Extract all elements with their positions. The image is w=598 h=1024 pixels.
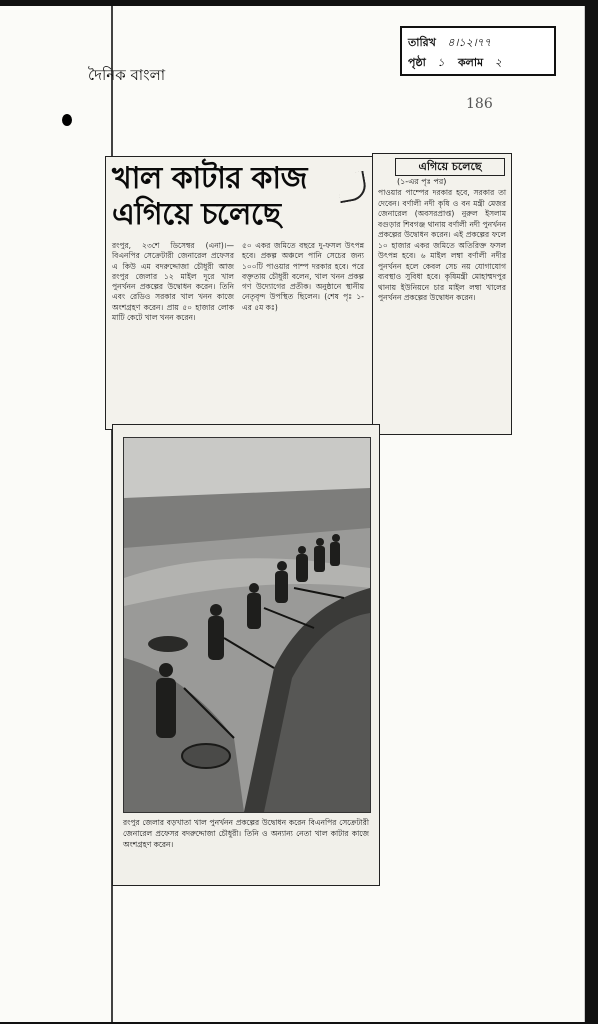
stamp-page-row [408, 54, 502, 73]
continuation-clipping [372, 153, 512, 435]
photo-clipping [112, 424, 380, 886]
stamp-page-label: পৃষ্ঠা [408, 56, 426, 69]
article-clipping [105, 156, 373, 430]
article-column-2: ৫০ একর জমিতে বছরে দু-ফসল উৎপন্ন হবে। প্রকল্প অঞ্চলে পানি সেচের জন্য ১০০টি পাওয়ার পাম্প দরকার হবে। পরে বক্তৃতায় চৌধুরী বলেন, খাল খনন প্রকল্প গণ উদ্যোগের প্রতীক। অনুষ্ঠানে স্থানীয় নেতৃবৃন্দ উপস্থিত ছিলেন। (শেষ পৃঃ ১-এর ৫ম কঃ) [242, 241, 364, 312]
continuation-text: পাওয়ার পাম্পের দরকার হবে, সরকার তা দেবেন। বর্ণালী নদী কৃষি ও বন মন্ত্রী মেজর জেনারেল (অবসরপ্রাপ্ত) নুরুল ইসলাম বগুড়ার শিবগঞ্জ থানায় বর্ণালী নদী পুনর্খনন প্রকল্পের উদ্বোধন করেন। এই প্রকল্পের ফলে ১০ হাজার একর জমিতে অতিরিক্ত ফসল উৎপন্ন হবে। ৬ মাইল লম্বা বর্ণালী নদীর পুনর্খনন হলে কেবল সেচ নয় যোগাযোগ ব্যবস্থাও সুবিধা হবে। কৃষিমন্ত্রী মোহাম্মদপুর থানায় ইউনিয়নে চার মাইল লম্বা খালের পুনর্খনন প্রকল্পের উদ্বোধন করেন। [378, 188, 506, 302]
canal-digging-photo [123, 437, 371, 813]
article-column-1: রংপুর, ২৩শে ডিসেম্বর (এনা)।—বিএনপির সেক্রেটারী জেনারেল প্রফেসর এ কিউ এম বদরুদ্দোজা চৌধুরী আজ রংপুর জেলার ১২ মাইল দূরে খাল পুনর্খনন প্রকল্পের উদ্বোধন করেন। তিনি এবং রেডিও সরকার খাল খনন কাজে অংশগ্রহণ করেন। প্রায় ৫০ হাজার লোক মাটি কেটে খাল খনন করেন। [112, 241, 234, 323]
continuation-reference: (১-এর পৃঃ পর) [397, 177, 447, 186]
stamp-page-value: ১ [437, 56, 445, 69]
stamp-column-label: কলাম [457, 56, 484, 69]
stamp-date-value: ৪।১২।৭৭ [447, 36, 491, 49]
stamp-column-value: ২ [494, 56, 502, 69]
newspaper-source-label: দৈনিক বাংলা [88, 66, 166, 84]
archive-page [0, 6, 585, 1022]
punch-hole [62, 114, 72, 126]
archive-stamp [400, 26, 556, 76]
photo-illustration [124, 438, 370, 812]
continuation-heading: এগিয়ে চলেছে [395, 158, 505, 176]
stamp-date-row [408, 34, 491, 53]
checkmark-icon [336, 171, 368, 203]
file-page-number: 186 [466, 96, 493, 112]
article-headline: খাল কাটার কাজ এগিয়ে চলেছে [112, 161, 307, 232]
photo-caption: রংপুর জেলার বড়খাতা খাল পুনর্খনন প্রকল্পের উদ্বোধন করেন বিএনপির সেক্রেটারী জেনারেল প্রফেসর বদরুদ্দোজা চৌধুরী। তিনি ও অন্যান্য নেতা খাল কাটার কাজে অংশগ্রহণ করেন। [123, 818, 369, 849]
stamp-date-label: তারিখ [408, 36, 436, 49]
